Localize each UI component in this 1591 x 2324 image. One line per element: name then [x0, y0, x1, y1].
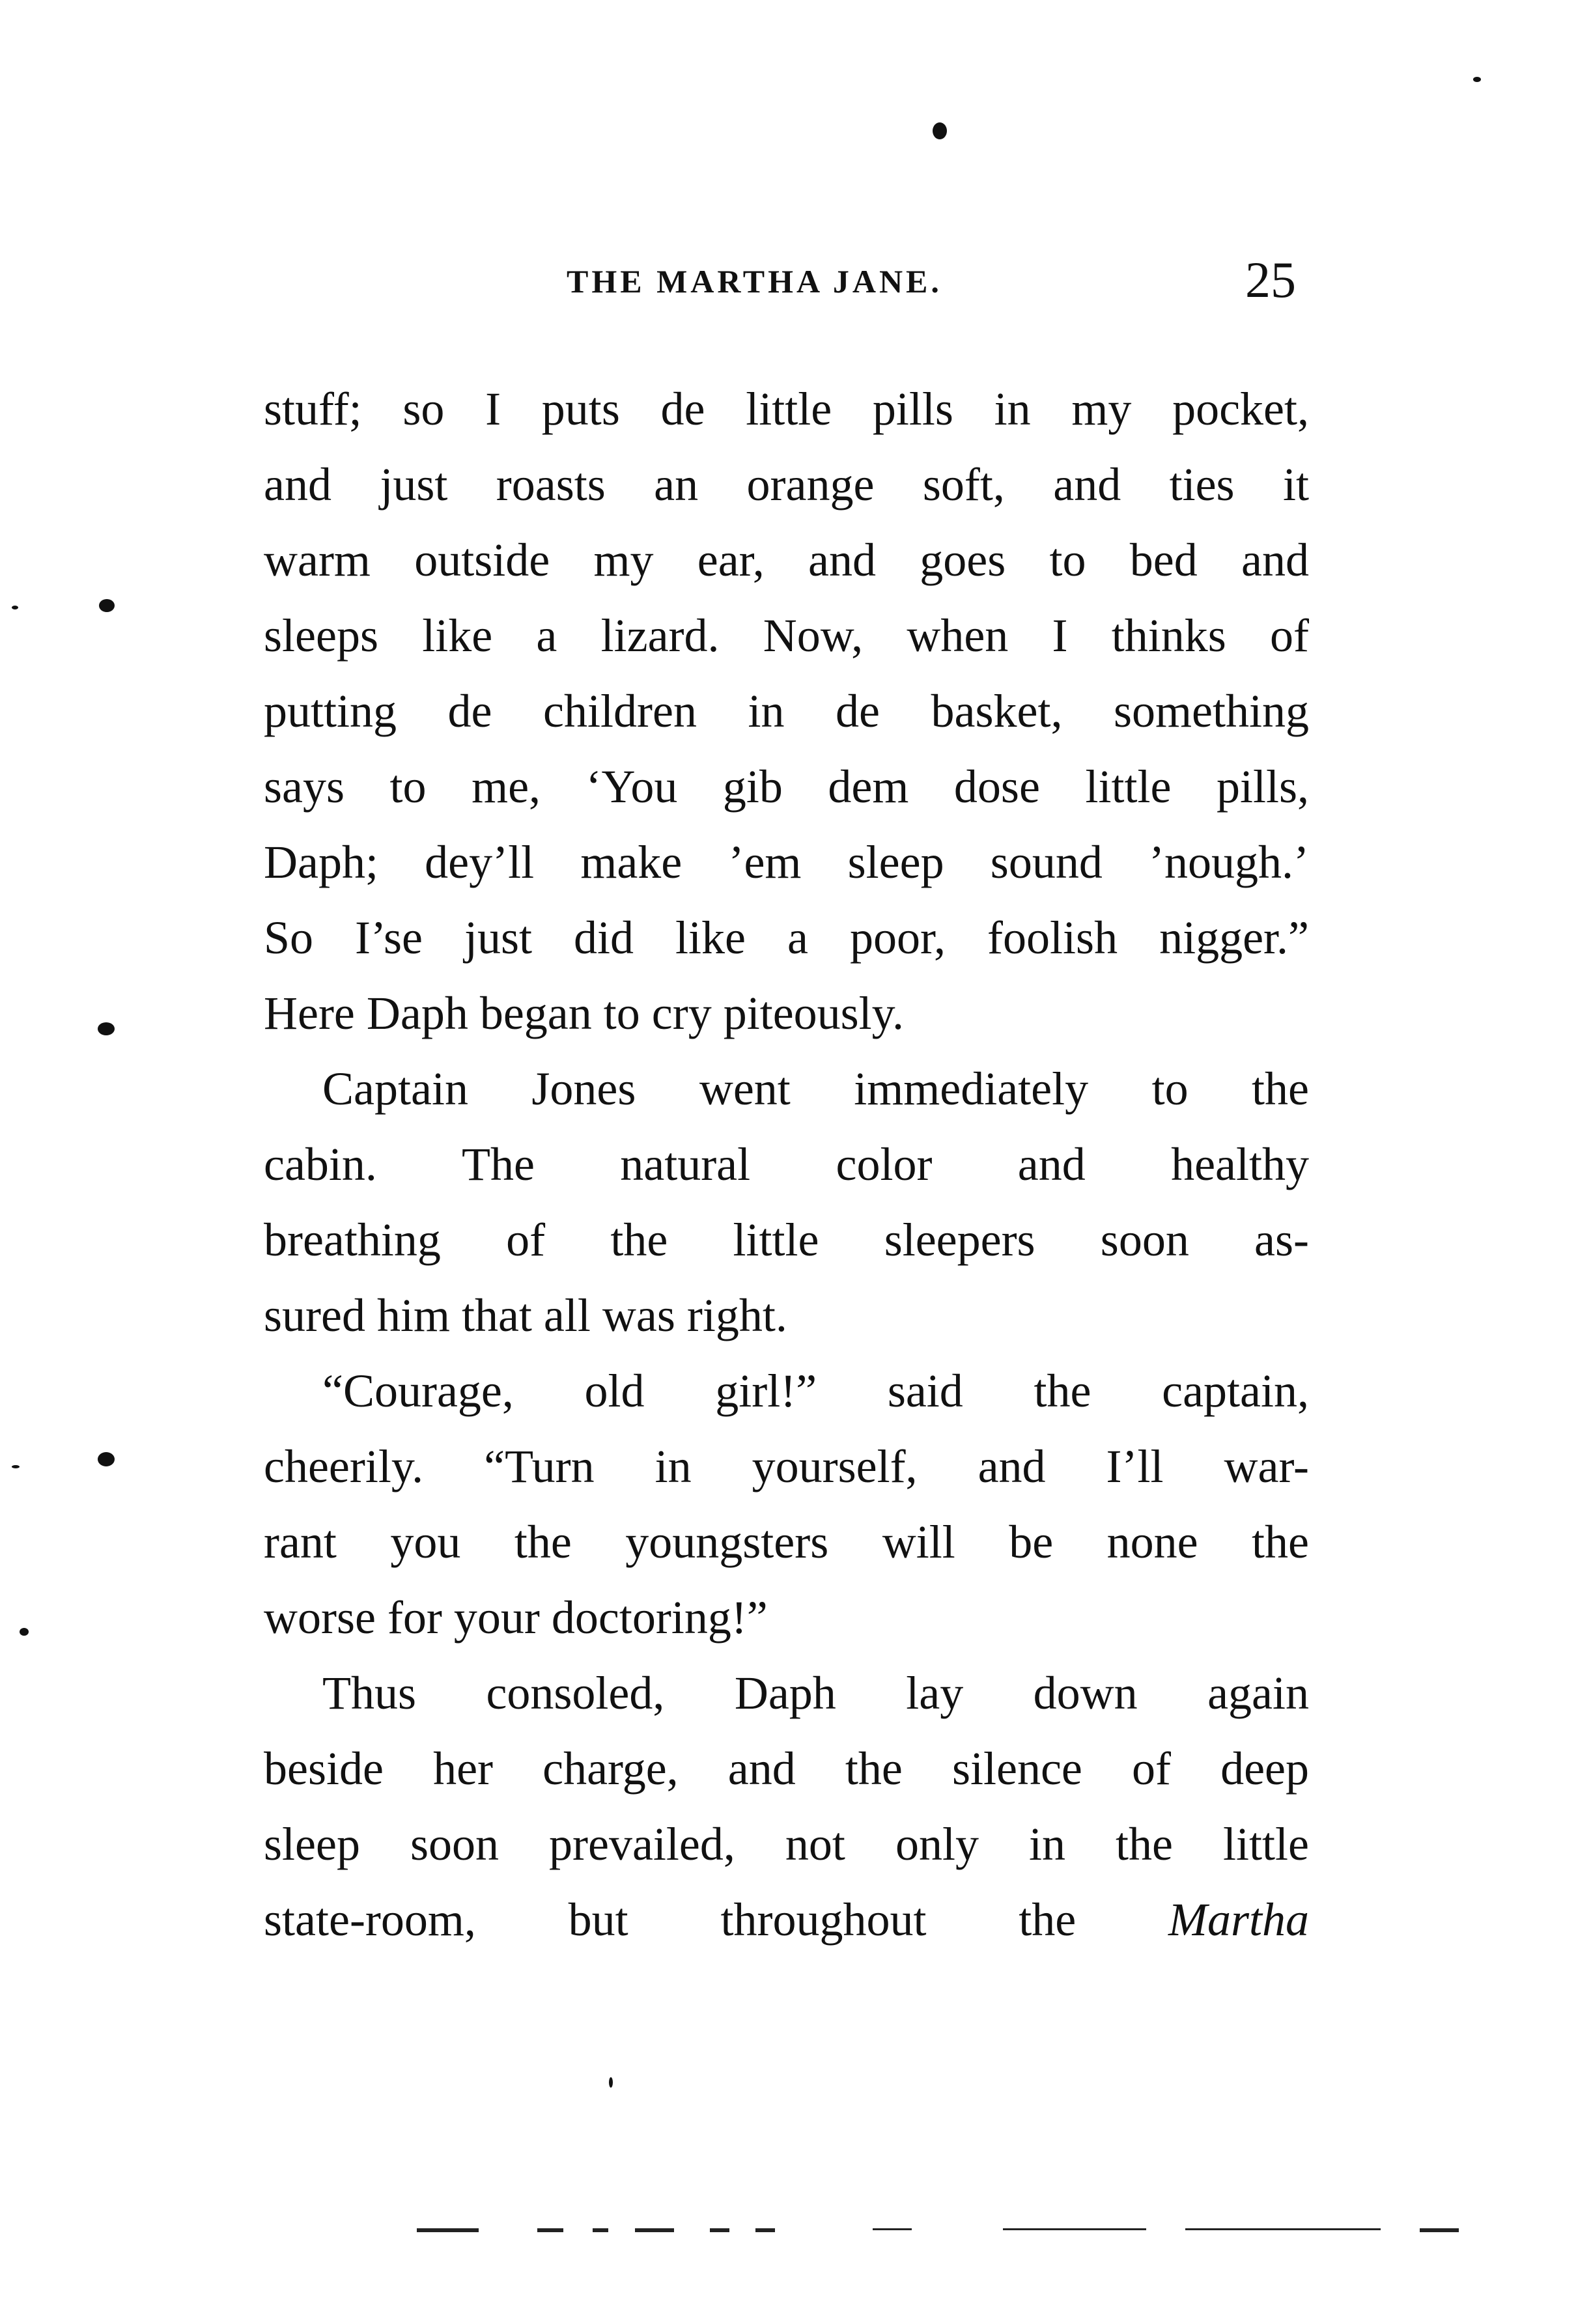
text-line: So I’se just did like a poor, foolish nigger.” [264, 912, 1309, 964]
scan-mark [755, 2228, 775, 2232]
scan-speck [12, 1465, 20, 1468]
text-line: breathing of the little sleepers soon as- [264, 1214, 1309, 1266]
scan-mark [537, 2228, 563, 2232]
text-line: sured him that all was right. [264, 1289, 787, 1341]
scan-mark [593, 2228, 608, 2232]
text-line: worse for your doctoring!” [264, 1591, 768, 1644]
body-text [264, 371, 1309, 1957]
scan-mark [635, 2228, 674, 2232]
text-line: stuff; so I puts de little pills in my pocket, [264, 383, 1309, 435]
scan-speck [12, 606, 18, 609]
running-head [267, 251, 1302, 309]
text-line: warm outside my ear, and goes to bed and [264, 534, 1309, 586]
text-line: sleeps like a lizard. Now, when I thinks of [264, 609, 1309, 662]
scan-speck [609, 2077, 613, 2088]
scan-speck [933, 122, 947, 139]
page-number: 25 [1245, 251, 1296, 308]
scan-speck [20, 1628, 29, 1636]
text-line: Thus consoled, Daph lay down again [322, 1667, 1309, 1719]
text-line: Here Daph began to cry piteously. [264, 987, 905, 1039]
scan-mark [417, 2228, 479, 2232]
text-line: cabin. The natural color and healthy [264, 1138, 1309, 1190]
text-line: rant you the youngsters will be none the [264, 1516, 1309, 1568]
text-line: cheerily. “Turn in yourself, and I’ll war- [264, 1440, 1309, 1492]
text-line: Captain Jones went immediately to the [322, 1063, 1309, 1115]
text-line: “Courage, old girl!” said the captain, [322, 1365, 1309, 1417]
text-line: Daph; dey’ll make ’em sleep sound ’nough.’ [264, 836, 1309, 888]
text-line: beside her charge, and the silence of deep [264, 1743, 1309, 1795]
scan-speck [1473, 77, 1481, 82]
running-title: THE MARTHA JANE. [567, 263, 942, 300]
final-line-text: state-room, but throughout the [264, 1894, 1077, 1946]
text-line: and just roasts an orange soft, and ties it [264, 458, 1309, 511]
scan-speck [98, 1452, 115, 1466]
text-line: sleep soon prevailed, not only in the little [264, 1818, 1309, 1870]
italic-word: Martha [1168, 1894, 1309, 1946]
scan-speck [99, 599, 115, 612]
scan-mark [1420, 2228, 1459, 2232]
scan-mark [873, 2228, 912, 2230]
scan-mark [710, 2228, 729, 2232]
scan-mark [1003, 2228, 1146, 2230]
text-line: says to me, ‘You gib dem dose little pills, [264, 761, 1309, 813]
text-line: putting de children in de basket, something [264, 685, 1309, 737]
scan-mark [1185, 2228, 1381, 2230]
scan-speck [98, 1022, 115, 1035]
final-text-line [264, 1882, 1309, 1957]
bottom-scan-marks [417, 2220, 1498, 2240]
